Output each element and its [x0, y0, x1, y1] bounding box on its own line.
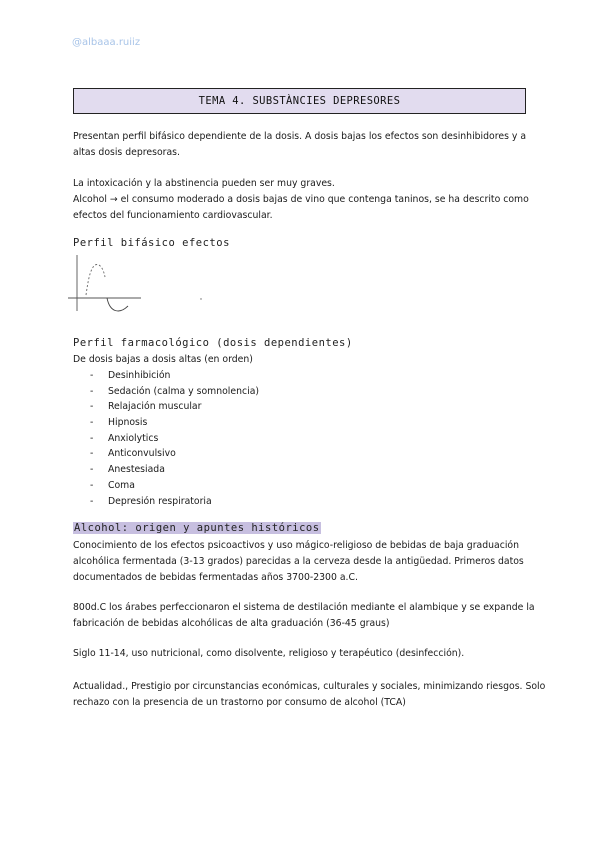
distillation-paragraph [73, 600, 535, 632]
today-paragraph [73, 679, 546, 711]
biphasic-graph [66, 253, 216, 315]
middle-ages-paragraph [73, 646, 528, 662]
text-line: documentados de bebidas fermentadas años 3700-2300 a.C. [73, 572, 358, 583]
pharm-heading: Perfil farmacológico (dosis dependientes) [73, 337, 353, 349]
text-line: Conocimiento de los efectos psicoactivos y uso mágico-religioso de bebidas de baja graduación [73, 540, 519, 551]
text-line: efectos del funcionamiento cardiovascular. [73, 210, 273, 221]
text-line: La intoxicación y la abstinencia pueden ser muy graves. [73, 178, 335, 189]
text-line: fabricación de bebidas alcohólicas de alta graduación (36-45 graus) [73, 618, 390, 629]
intro-paragraph [73, 129, 528, 161]
history-paragraph [73, 538, 528, 586]
highlighted-heading: Alcohol: origen y apuntes históricos [74, 522, 320, 534]
text-line: Siglo 11-14, uso nutricional, como disolvente, religioso y terapéutico (desinfección). [73, 648, 465, 659]
text-line: Alcohol → el consumo moderado a dosis bajas de vino que contenga taninos, se ha descrito como [73, 194, 529, 205]
biphasic-heading: Perfil bifásico efectos [73, 237, 230, 249]
text-line: alcohólica fermentada (3-13 grados) parecidas a la cerveza desde la antigüedad. Primeros datos [73, 556, 524, 567]
text-line: rechazo con la presencia de un trastorno por consumo de alcohol (TCA) [73, 697, 406, 708]
dot-marker [200, 298, 201, 299]
intoxication-paragraph [73, 176, 528, 192]
text-line: Presentan perfil bifásico dependiente de la dosis. A dosis bajas los efectos son desinhibidores y a [73, 131, 527, 142]
depression-curve [107, 298, 128, 311]
text-line: altas dosis depresoras. [73, 147, 180, 158]
page-title: TEMA 4. SUBSTÀNCIES DEPRESORES [73, 88, 526, 114]
text-line: 800d.C los árabes perfeccionaron el sistema de destilación mediante el alambique y se expande la [73, 602, 535, 613]
pharm-subtitle: De dosis bajas a dosis altas (en orden) [73, 354, 253, 365]
alcohol-note-paragraph [73, 192, 528, 224]
watermark: @albaaa.ruiiz [72, 37, 141, 48]
alcohol-heading [73, 522, 321, 534]
text-line: Actualidad., Prestigio por circunstancias económicas, culturales y sociales, minimizando riesgos. Solo [73, 681, 546, 692]
stimulation-curve [86, 265, 105, 296]
